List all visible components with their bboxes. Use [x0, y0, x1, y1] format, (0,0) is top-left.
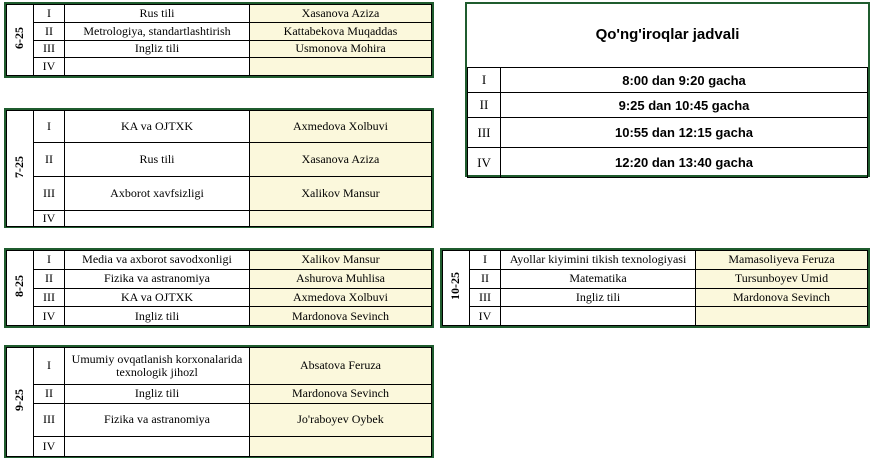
- subject-name: [65, 211, 250, 227]
- teacher-name: [250, 211, 432, 227]
- subject-name: Axborot xavfsizligi: [65, 177, 250, 211]
- table-row: [7, 177, 432, 211]
- teacher-name: Xalikov Mansur: [250, 177, 432, 211]
- period-number: III: [34, 288, 65, 307]
- period-number: III: [470, 288, 501, 307]
- period-number: I: [34, 111, 65, 143]
- table-row: [468, 148, 868, 178]
- table-row: [7, 385, 432, 404]
- table-row: [7, 111, 432, 143]
- bell-schedule-table: [467, 67, 868, 178]
- period-time: 12:20 dan 13:40 gacha: [501, 148, 868, 178]
- period-number: IV: [34, 307, 65, 326]
- group-label: 7-25: [7, 111, 34, 227]
- teacher-name: Axmedova Xolbuvi: [250, 111, 432, 143]
- teacher-name: [696, 307, 868, 326]
- teacher-name: Mardonova Sevinch: [250, 385, 432, 404]
- teacher-name: Mardonova Sevinch: [696, 288, 868, 307]
- table-row: [468, 93, 868, 118]
- subject-name: KA va OJTXK: [65, 111, 250, 143]
- subject-name: Rus tili: [65, 143, 250, 177]
- table-row: [443, 251, 868, 270]
- teacher-name: [250, 58, 432, 76]
- subject-name: Media va axborot savodxonligi: [65, 251, 250, 270]
- teacher-name: Usmonova Mohira: [250, 40, 432, 58]
- schedule-table: [6, 110, 432, 227]
- table-row: [468, 118, 868, 148]
- group-block-6-25: [4, 2, 434, 78]
- period-number: I: [468, 68, 501, 93]
- period-number: II: [34, 143, 65, 177]
- group-block-7-25: [4, 108, 434, 228]
- table-row: [7, 251, 432, 270]
- table-row: [7, 437, 432, 457]
- teacher-name: Mardonova Sevinch: [250, 307, 432, 326]
- table-row: [7, 404, 432, 437]
- subject-name: Fizika va astranomiya: [65, 269, 250, 288]
- teacher-name: Xasanova Aziza: [250, 5, 432, 23]
- subject-name: [65, 437, 250, 457]
- group-block-8-25: [4, 248, 434, 328]
- subject-name: Fizika va astranomiya: [65, 404, 250, 437]
- table-row: [443, 269, 868, 288]
- teacher-name: Xalikov Mansur: [250, 251, 432, 270]
- period-number: I: [34, 251, 65, 270]
- period-number: II: [34, 385, 65, 404]
- period-time: 10:55 dan 12:15 gacha: [501, 118, 868, 148]
- period-number: I: [34, 348, 65, 385]
- subject-name: Ingliz tili: [65, 385, 250, 404]
- period-number: III: [34, 177, 65, 211]
- period-number: I: [470, 251, 501, 270]
- teacher-name: Tursunboyev Umid: [696, 269, 868, 288]
- group-label: 10-25: [443, 251, 470, 326]
- subject-name: Ingliz tili: [65, 40, 250, 58]
- subject-name: Matematika: [501, 269, 696, 288]
- teacher-name: Absatova Feruza: [250, 348, 432, 385]
- period-number: III: [34, 404, 65, 437]
- teacher-name: Ashurova Muhlisa: [250, 269, 432, 288]
- bell-schedule-title: Qo'ng'iroqlar jadvali: [595, 26, 740, 43]
- table-row: [7, 40, 432, 58]
- subject-name: [501, 307, 696, 326]
- schedule-table: [6, 250, 432, 326]
- table-row: [443, 307, 868, 326]
- period-number: IV: [468, 148, 501, 178]
- subject-name: Umumiy ovqatlanish korxonalarida texnologik jihozl: [65, 348, 250, 385]
- table-row: [7, 143, 432, 177]
- period-time: 8:00 dan 9:20 gacha: [501, 68, 868, 93]
- subject-name: Ayollar kiyimini tikish texnologiyasi: [501, 251, 696, 270]
- teacher-name: Kattabekova Muqaddas: [250, 22, 432, 40]
- group-block-10-25: [440, 248, 870, 328]
- subject-name: Ingliz tili: [501, 288, 696, 307]
- table-row: [7, 22, 432, 40]
- group-label: 8-25: [7, 251, 34, 326]
- teacher-name: Mamasoliyeva Feruza: [696, 251, 868, 270]
- period-number: II: [34, 22, 65, 40]
- schedule-table: [6, 347, 432, 457]
- period-number: III: [468, 118, 501, 148]
- group-label: 9-25: [7, 348, 34, 457]
- table-row: [7, 211, 432, 227]
- teacher-name: [250, 437, 432, 457]
- table-row: [7, 5, 432, 23]
- table-row: [7, 288, 432, 307]
- period-number: IV: [34, 211, 65, 227]
- period-number: IV: [470, 307, 501, 326]
- subject-name: Ingliz tili: [65, 307, 250, 326]
- subject-name: [65, 58, 250, 76]
- table-row: [7, 269, 432, 288]
- table-row: [7, 307, 432, 326]
- subject-name: Metrologiya, standartlashtirish: [65, 22, 250, 40]
- period-time: 9:25 dan 10:45 gacha: [501, 93, 868, 118]
- schedule-table: [6, 4, 432, 76]
- table-row: [443, 288, 868, 307]
- group-label: 6-25: [7, 5, 34, 76]
- subject-name: Rus tili: [65, 5, 250, 23]
- subject-name: KA va OJTXK: [65, 288, 250, 307]
- period-number: II: [34, 269, 65, 288]
- schedule-table: [442, 250, 868, 326]
- teacher-name: Xasanova Aziza: [250, 143, 432, 177]
- table-row: [7, 348, 432, 385]
- teacher-name: Axmedova Xolbuvi: [250, 288, 432, 307]
- period-number: III: [34, 40, 65, 58]
- period-number: IV: [34, 58, 65, 76]
- group-block-9-25: [4, 345, 434, 458]
- teacher-name: Jo'raboyev Oybek: [250, 404, 432, 437]
- period-number: IV: [34, 437, 65, 457]
- table-row: [7, 58, 432, 76]
- period-number: II: [470, 269, 501, 288]
- period-number: II: [468, 93, 501, 118]
- period-number: I: [34, 5, 65, 23]
- table-row: [468, 68, 868, 93]
- bell-schedule-block: [465, 2, 870, 177]
